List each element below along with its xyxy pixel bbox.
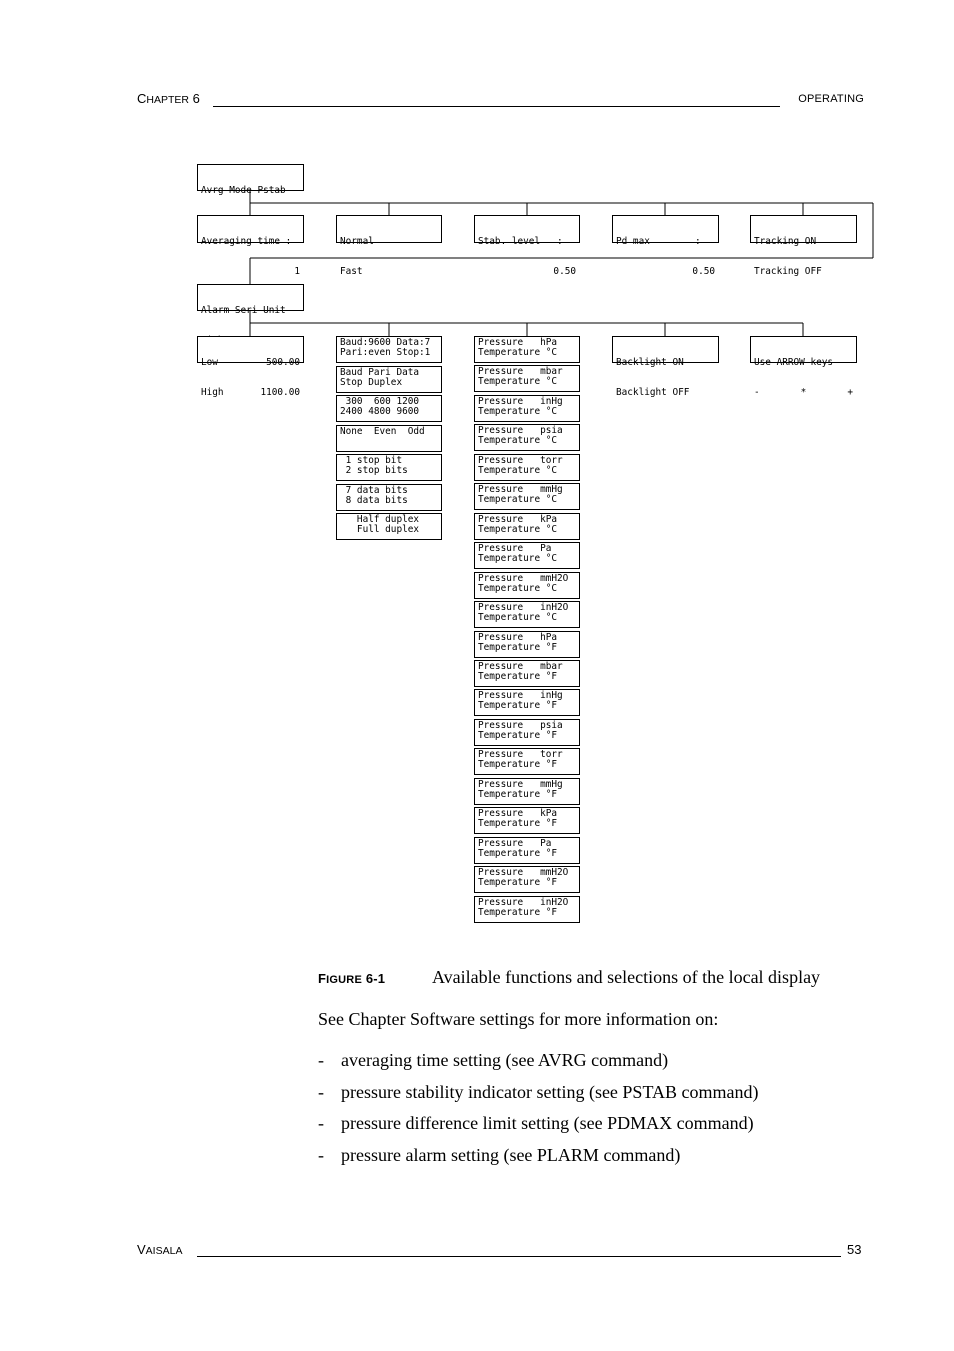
lcd-line: Pressure Pa xyxy=(478,543,552,555)
figure-caption xyxy=(318,967,821,988)
lcd-line: Half duplex xyxy=(340,514,420,525)
figure-caption-text: Available functions and selections of the local display xyxy=(432,967,821,987)
lcd-line: Full duplex xyxy=(340,524,420,535)
lcd-line: 8 data bits xyxy=(340,494,408,506)
lcd-line: Pressure mmHg xyxy=(478,778,563,790)
lcd-main-menu xyxy=(197,164,304,196)
lcd-alarm-limits xyxy=(197,336,304,398)
alarm-high-value: 1100.00 xyxy=(260,387,300,398)
lcd-line: Temperature °C xyxy=(478,376,558,388)
lcd-line: Pressure torr xyxy=(478,749,563,761)
lcd-unit-setting xyxy=(474,513,580,540)
lcd-stab-level xyxy=(474,215,580,277)
lcd-unit-setting xyxy=(474,719,580,746)
lcd-line: Pressure hPa xyxy=(478,337,558,348)
lcd-unit-setting xyxy=(474,572,580,599)
lcd-line: Temperature °C xyxy=(478,347,558,358)
lcd-line: Temperature °F xyxy=(478,906,558,918)
lcd-line: Temperature °C xyxy=(478,494,558,506)
lcd-serial-setting xyxy=(336,484,442,511)
lcd-line: Temperature °F xyxy=(478,729,558,741)
contrast-marker: * xyxy=(800,387,807,398)
footer-rule xyxy=(197,1256,841,1257)
figure-label: FIGURE 6-1 xyxy=(318,971,386,986)
lcd-unit-setting xyxy=(474,689,580,716)
lcd-serial-setting xyxy=(336,425,442,452)
lcd-line xyxy=(201,388,300,398)
lcd-line: 0.50 xyxy=(692,266,715,277)
lcd-serial-setting xyxy=(336,513,442,540)
lcd-line: Pressure mbar xyxy=(478,366,563,378)
lcd-line: Pressure mmH2O xyxy=(478,572,569,584)
lcd-pd-max xyxy=(612,215,719,277)
lcd-line: Temperature °C xyxy=(478,464,558,476)
page-number: 53 xyxy=(847,1242,862,1257)
lcd-line: Temperature °C xyxy=(478,612,558,624)
lcd-line: Temperature °C xyxy=(478,435,558,447)
lcd-contrast xyxy=(750,336,857,398)
lcd-line: 0.50 xyxy=(553,266,576,277)
lcd-line: Stop Duplex xyxy=(340,376,403,388)
lcd-line: Backlight ON xyxy=(616,357,684,368)
lcd-unit-setting xyxy=(474,601,580,628)
lcd-line: Baud Pari Data xyxy=(340,366,420,378)
lcd-line: Temperature °C xyxy=(478,523,558,535)
lcd-line: Averaging time : xyxy=(201,236,292,247)
lcd-unit-setting xyxy=(474,454,580,481)
lcd-line: Temperature °F xyxy=(478,877,558,889)
lcd-line: Pressure Pa xyxy=(478,837,552,849)
lcd-unit-setting xyxy=(474,631,580,658)
contrast-plus: + xyxy=(847,387,853,398)
lcd-line: Baud:9600 Data:7 xyxy=(340,337,431,348)
lcd-line: Stab. level : xyxy=(478,236,563,247)
lcd-line: Pressure kPa xyxy=(478,808,558,820)
lcd-unit-setting xyxy=(474,395,580,422)
lcd-unit-setting xyxy=(474,483,580,510)
lcd-backlight xyxy=(612,336,719,398)
lcd-line: Pressure kPa xyxy=(478,513,558,525)
lcd-line: None Even Odd xyxy=(340,425,425,437)
lcd-line: Pressure mmHg xyxy=(478,484,563,496)
lcd-line: 300 600 1200 xyxy=(340,396,420,407)
lcd-line: Temperature °F xyxy=(478,818,558,830)
lcd-line xyxy=(340,437,438,447)
lcd-more-menu xyxy=(197,284,304,316)
lcd-unit-setting xyxy=(474,778,580,805)
lcd-tracking xyxy=(750,215,857,277)
lcd-unit-setting xyxy=(474,336,580,363)
lcd-line: 2400 4800 9600 xyxy=(340,406,420,417)
lcd-unit-setting xyxy=(474,542,580,569)
lcd-line: Use ARROW keys xyxy=(754,357,834,368)
lcd-line: Temperature °F xyxy=(478,759,558,771)
lcd-line: 1 xyxy=(294,266,300,277)
lcd-line: 1 stop bit xyxy=(340,455,403,466)
lcd-serial-setting xyxy=(336,336,442,363)
lcd-serial-setting xyxy=(336,395,442,422)
lcd-line: Pressure psia xyxy=(478,719,563,731)
lcd-serial-setting xyxy=(336,454,442,481)
lcd-line: Backlight OFF xyxy=(616,387,690,398)
lcd-unit-setting xyxy=(474,807,580,834)
lcd-line: Temperature °C xyxy=(478,553,558,565)
lcd-line: Pressure hPa xyxy=(478,631,558,643)
alarm-high-label: High xyxy=(201,387,224,398)
alarm-low-value: 500.00 xyxy=(266,357,300,368)
lcd-unit-setting xyxy=(474,660,580,687)
lcd-line: Normal xyxy=(340,236,374,247)
lcd-line: 2 stop bits xyxy=(340,465,408,476)
lcd-line: Temperature °C xyxy=(478,405,558,417)
lcd-line xyxy=(201,358,300,368)
lcd-line: Temperature °F xyxy=(478,700,558,712)
lcd-unit-setting xyxy=(474,837,580,864)
lcd-mode xyxy=(336,215,442,277)
lcd-averaging-time xyxy=(197,215,304,277)
lcd-line: Temperature °F xyxy=(478,670,558,682)
lcd-line: 7 data bits xyxy=(340,484,408,496)
lcd-unit-setting xyxy=(474,365,580,392)
contrast-minus: - xyxy=(754,387,760,398)
lcd-line: Pressure inHg xyxy=(478,690,563,702)
lcd-line: Fast xyxy=(340,266,363,277)
alarm-low-label: Low xyxy=(201,357,218,368)
lcd-line: Pari:even Stop:1 xyxy=(340,347,431,358)
lcd-unit-setting xyxy=(474,748,580,775)
lcd-line: Temperature °F xyxy=(478,788,558,800)
lcd-line: Temperature °C xyxy=(478,582,558,594)
lcd-unit-setting xyxy=(474,424,580,451)
running-header-section: OPERATING xyxy=(798,93,864,105)
lcd-line: Avrg Mode Pstab xyxy=(201,185,286,196)
lcd-unit-setting xyxy=(474,866,580,893)
lcd-line: Pressure inH2O xyxy=(478,602,569,614)
lcd-line: Pressure psia xyxy=(478,425,563,437)
lcd-unit-setting xyxy=(474,896,580,923)
lcd-line: Temperature °F xyxy=(478,847,558,859)
lcd-line xyxy=(754,388,853,398)
lcd-line: Pressure torr xyxy=(478,454,563,466)
lcd-line: Pressure inH2O xyxy=(478,896,569,908)
lcd-serial-setting xyxy=(336,366,442,393)
lcd-line: Pressure inHg xyxy=(478,395,563,407)
intro-paragraph: See Chapter Software settings for more information on: xyxy=(318,1009,719,1029)
lcd-line: Tracking ON xyxy=(754,236,817,247)
lcd-line: Pressure mmH2O xyxy=(478,867,569,879)
lcd-line: Pd max : xyxy=(616,236,701,247)
running-header-chapter: CHAPTER 6 xyxy=(137,91,200,106)
lcd-line: Alarm Seri Unit xyxy=(201,305,286,316)
lcd-line: Temperature °F xyxy=(478,641,558,653)
lcd-line: Pressure mbar xyxy=(478,660,563,672)
running-footer-brand: VAISALA xyxy=(137,1242,183,1257)
lcd-line: Tracking OFF xyxy=(754,266,822,277)
